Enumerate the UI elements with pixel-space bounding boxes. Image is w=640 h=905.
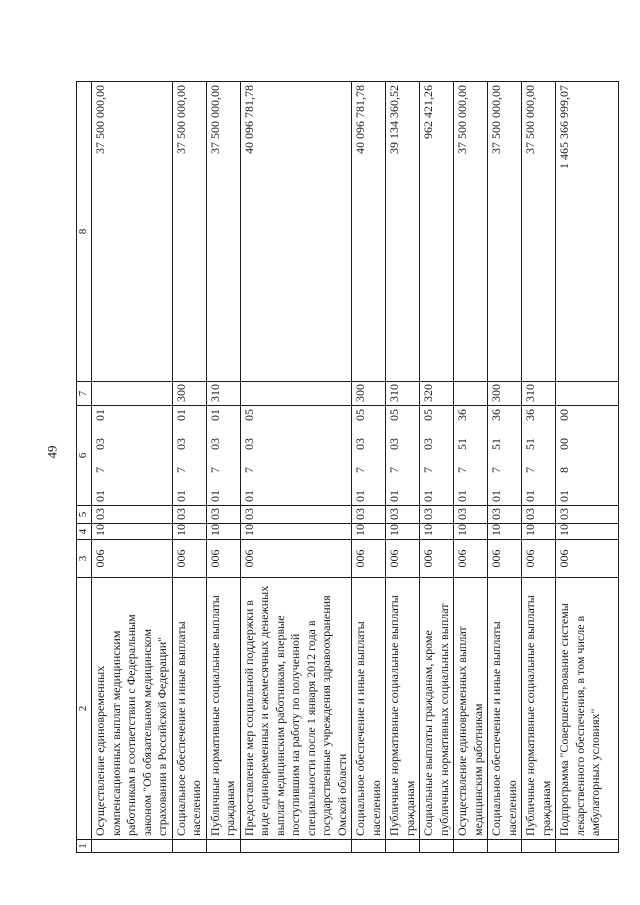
amount: 40 096 781,78 bbox=[352, 82, 386, 382]
target-article-part: 01 bbox=[93, 409, 107, 421]
row-number-cell bbox=[420, 840, 454, 853]
item-name: Осуществление единовременных компенсационных выплат медицинским работникам в соответствии с Федеральным законом "Об обязательном медицинском страховании в Российской Федерации" bbox=[92, 578, 173, 840]
subsection-code: 03 bbox=[206, 506, 240, 524]
table-row bbox=[172, 82, 206, 853]
budget-table-container bbox=[76, 82, 602, 853]
amount: 39 134 360,52 bbox=[386, 82, 420, 382]
subsection-code: 03 bbox=[240, 506, 352, 524]
page-number: 49 bbox=[44, 445, 60, 459]
expense-type-code: 310 bbox=[522, 382, 556, 406]
target-article-part: 7 bbox=[241, 467, 256, 473]
table-row bbox=[206, 82, 240, 853]
target-article-part: 51 bbox=[489, 438, 503, 450]
target-article-part: 51 bbox=[523, 438, 537, 450]
amount: 37 500 000,00 bbox=[488, 82, 522, 382]
row-number-cell bbox=[352, 840, 386, 853]
target-article-parts bbox=[523, 409, 539, 502]
target-article-part: 01 bbox=[523, 490, 537, 502]
table-row bbox=[92, 82, 173, 853]
target-article-parts bbox=[489, 409, 505, 502]
target-article-part: 36 bbox=[455, 409, 469, 421]
row-number-cell bbox=[522, 840, 556, 853]
table-row bbox=[522, 82, 556, 853]
header-cell: 8 bbox=[77, 82, 92, 382]
target-article-part: 7 bbox=[387, 467, 401, 473]
subsection-code: 03 bbox=[92, 506, 173, 524]
item-name: Социальное обеспечение и иные выплаты населению bbox=[352, 578, 386, 840]
expense-type-code: 300 bbox=[488, 382, 522, 406]
target-article-part: 03 bbox=[241, 438, 256, 450]
target-article-part: 05 bbox=[387, 409, 401, 421]
target-article-part: 01 bbox=[455, 490, 469, 502]
item-name: Предоставление мер социальной поддержки в виде единовременных и ежемесячных денежных выплат медицинским работникам, впервые поступившим на работу по полученной специальности после 1 января 2012 года в государственные учреждения здравоохранения Омской области bbox=[240, 578, 352, 840]
target-article-part: 7 bbox=[173, 467, 188, 473]
target-article-parts bbox=[242, 409, 258, 502]
item-name: Публичные нормативные социальные выплаты гражданам bbox=[522, 578, 556, 840]
header-cell: 1 bbox=[77, 840, 92, 853]
item-name: Публичные нормативные социальные выплаты гражданам bbox=[206, 578, 240, 840]
admin-code: 006 bbox=[556, 540, 619, 578]
item-name: Социальные выплаты гражданам, кроме публичных нормативных социальных выплат bbox=[420, 578, 454, 840]
subsection-code: 03 bbox=[522, 506, 556, 524]
target-article-parts bbox=[208, 409, 224, 502]
header-cell: 6 bbox=[77, 406, 92, 506]
target-article-parts bbox=[93, 409, 109, 502]
admin-code: 006 bbox=[352, 540, 386, 578]
section-code: 10 bbox=[240, 524, 352, 540]
subsection-code: 03 bbox=[488, 506, 522, 524]
amount: 40 096 781,78 bbox=[240, 82, 352, 382]
row-number-cell bbox=[488, 840, 522, 853]
expense-type-code: 320 bbox=[420, 382, 454, 406]
target-article-code bbox=[386, 406, 420, 506]
target-article-code bbox=[556, 406, 619, 506]
expense-type-code: 300 bbox=[172, 382, 206, 406]
item-name: Осуществление единовременных выплат медицинским работникам bbox=[454, 578, 488, 840]
item-name: Социальное обеспечение и иные выплаты населению bbox=[172, 578, 206, 840]
expense-type-code: 300 bbox=[352, 382, 386, 406]
target-article-part: 01 bbox=[557, 490, 571, 502]
expense-type-code: 310 bbox=[386, 382, 420, 406]
header-cell: 7 bbox=[77, 382, 92, 406]
row-number-cell bbox=[172, 840, 206, 853]
admin-code: 006 bbox=[92, 540, 173, 578]
expense-type-code bbox=[556, 382, 619, 406]
subsection-code: 03 bbox=[556, 506, 619, 524]
row-number-cell bbox=[386, 840, 420, 853]
admin-code: 006 bbox=[488, 540, 522, 578]
target-article-part: 01 bbox=[241, 490, 256, 502]
amount: 1 465 366 999,07 bbox=[556, 82, 619, 382]
admin-code: 006 bbox=[206, 540, 240, 578]
target-article-part: 01 bbox=[93, 490, 107, 502]
target-article-code bbox=[488, 406, 522, 506]
target-article-part: 51 bbox=[455, 438, 469, 450]
target-article-part: 8 bbox=[557, 467, 571, 473]
admin-code: 006 bbox=[386, 540, 420, 578]
target-article-part: 01 bbox=[421, 490, 435, 502]
target-article-code bbox=[522, 406, 556, 506]
target-article-part: 03 bbox=[353, 438, 367, 450]
target-article-part: 00 bbox=[557, 409, 571, 421]
table-row bbox=[420, 82, 454, 853]
target-article-part: 01 bbox=[489, 490, 503, 502]
row-number-cell bbox=[92, 840, 173, 853]
target-article-part: 03 bbox=[93, 438, 107, 450]
section-code: 10 bbox=[206, 524, 240, 540]
target-article-part: 03 bbox=[207, 438, 222, 450]
target-article-part: 05 bbox=[241, 409, 256, 421]
target-article-code bbox=[172, 406, 206, 506]
target-article-part: 03 bbox=[421, 438, 435, 450]
target-article-part: 01 bbox=[173, 490, 188, 502]
target-article-part: 7 bbox=[455, 467, 469, 473]
amount: 37 500 000,00 bbox=[522, 82, 556, 382]
budget-table bbox=[76, 81, 619, 853]
target-article-part: 01 bbox=[387, 490, 401, 502]
target-article-parts bbox=[557, 409, 573, 502]
item-name: Подпрограмма "Совершенствование системы лекарственного обеспечения, в том числе в амбулаторных условиях" bbox=[556, 578, 619, 840]
section-code: 10 bbox=[454, 524, 488, 540]
target-article-parts bbox=[174, 409, 190, 502]
table-row bbox=[488, 82, 522, 853]
target-article-code bbox=[240, 406, 352, 506]
target-article-parts bbox=[387, 409, 403, 502]
amount: 37 500 000,00 bbox=[172, 82, 206, 382]
header-cell: 3 bbox=[77, 540, 92, 578]
header-cell: 5 bbox=[77, 506, 92, 524]
item-name: Социальное обеспечение и иные выплаты населению bbox=[488, 578, 522, 840]
target-article-part: 7 bbox=[93, 467, 107, 473]
section-code: 10 bbox=[172, 524, 206, 540]
amount: 37 500 000,00 bbox=[206, 82, 240, 382]
target-article-part: 03 bbox=[173, 438, 188, 450]
target-article-part: 05 bbox=[421, 409, 435, 421]
section-code: 10 bbox=[522, 524, 556, 540]
table-row bbox=[556, 82, 619, 853]
row-number-cell bbox=[240, 840, 352, 853]
table-row bbox=[386, 82, 420, 853]
section-code: 10 bbox=[488, 524, 522, 540]
table-row bbox=[352, 82, 386, 853]
row-number-cell bbox=[206, 840, 240, 853]
header-row bbox=[77, 82, 92, 853]
amount: 37 500 000,00 bbox=[454, 82, 488, 382]
amount: 37 500 000,00 bbox=[92, 82, 173, 382]
header-cell: 4 bbox=[77, 524, 92, 540]
subsection-code: 03 bbox=[420, 506, 454, 524]
target-article-part: 00 bbox=[557, 438, 571, 450]
section-code: 10 bbox=[386, 524, 420, 540]
admin-code: 006 bbox=[240, 540, 352, 578]
target-article-part: 7 bbox=[207, 467, 222, 473]
expense-type-code bbox=[240, 382, 352, 406]
target-article-code bbox=[454, 406, 488, 506]
section-code: 10 bbox=[352, 524, 386, 540]
admin-code: 006 bbox=[172, 540, 206, 578]
target-article-part: 03 bbox=[387, 438, 401, 450]
amount: 962 421,26 bbox=[420, 82, 454, 382]
target-article-part: 7 bbox=[489, 467, 503, 473]
row-number-cell bbox=[556, 840, 619, 853]
admin-code: 006 bbox=[522, 540, 556, 578]
target-article-code bbox=[92, 406, 173, 506]
section-code: 10 bbox=[556, 524, 619, 540]
subsection-code: 03 bbox=[454, 506, 488, 524]
target-article-part: 01 bbox=[173, 409, 188, 421]
expense-type-code bbox=[454, 382, 488, 406]
subsection-code: 03 bbox=[352, 506, 386, 524]
section-code: 10 bbox=[92, 524, 173, 540]
target-article-part: 36 bbox=[489, 409, 503, 421]
target-article-part: 7 bbox=[421, 467, 435, 473]
subsection-code: 03 bbox=[172, 506, 206, 524]
table-row bbox=[240, 82, 352, 853]
target-article-code bbox=[420, 406, 454, 506]
header-cell: 2 bbox=[77, 578, 92, 840]
target-article-code bbox=[206, 406, 240, 506]
target-article-part: 36 bbox=[523, 409, 537, 421]
target-article-part: 01 bbox=[353, 490, 367, 502]
target-article-code bbox=[352, 406, 386, 506]
target-article-parts bbox=[421, 409, 437, 502]
section-code: 10 bbox=[420, 524, 454, 540]
admin-code: 006 bbox=[454, 540, 488, 578]
target-article-part: 01 bbox=[207, 490, 222, 502]
item-name: Публичные нормативные социальные выплаты гражданам bbox=[386, 578, 420, 840]
table-row bbox=[454, 82, 488, 853]
target-article-part: 7 bbox=[523, 467, 537, 473]
target-article-parts bbox=[353, 409, 369, 502]
admin-code: 006 bbox=[420, 540, 454, 578]
expense-type-code bbox=[92, 382, 173, 406]
target-article-parts bbox=[455, 409, 471, 502]
row-number-cell bbox=[454, 840, 488, 853]
expense-type-code: 310 bbox=[206, 382, 240, 406]
target-article-part: 7 bbox=[353, 467, 367, 473]
target-article-part: 05 bbox=[353, 409, 367, 421]
target-article-part: 01 bbox=[207, 409, 222, 421]
subsection-code: 03 bbox=[386, 506, 420, 524]
